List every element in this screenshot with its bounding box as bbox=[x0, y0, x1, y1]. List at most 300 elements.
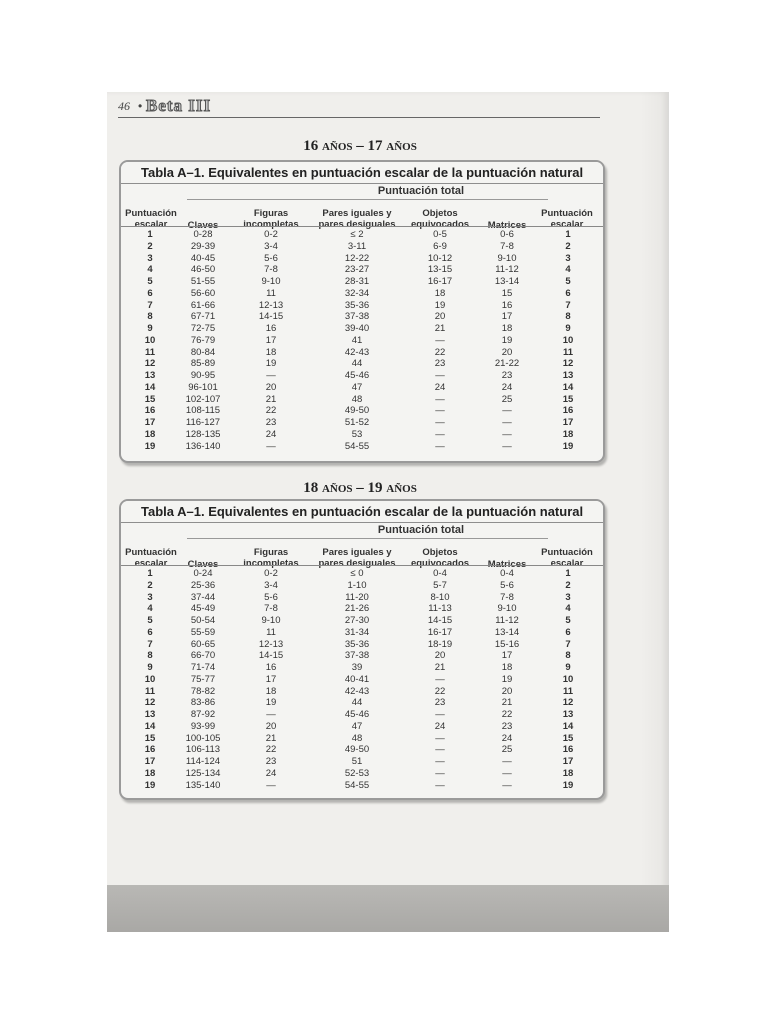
raw-score-cell: 93-99 bbox=[190, 720, 216, 732]
raw-score-cell: 0-2 bbox=[264, 229, 278, 240]
raw-score-cell: 19 bbox=[501, 334, 513, 346]
raw-score-cell: 19 bbox=[265, 358, 277, 370]
table-row bbox=[121, 733, 603, 745]
scaled-score-cell: 11 bbox=[144, 346, 156, 358]
table-title: Tabla A–1. Equivalentes en puntuación escalar de la puntuación natural bbox=[121, 501, 603, 523]
raw-score-cell: 15 bbox=[501, 287, 513, 299]
scaled-score-cell: 3 bbox=[565, 252, 571, 264]
raw-score-cell: 27-30 bbox=[344, 615, 370, 626]
scaled-score-cell: 3 bbox=[147, 252, 153, 264]
raw-score-cell: 83-86 bbox=[190, 697, 216, 709]
raw-score-cell: 12-13 bbox=[258, 638, 284, 650]
raw-score-cell: 16-17 bbox=[427, 276, 453, 287]
raw-score-cell: 12-22 bbox=[344, 252, 370, 264]
column-header: Objetos equivocados bbox=[410, 208, 470, 230]
raw-score-cell: 48 bbox=[351, 393, 363, 405]
raw-score-cell: 10-12 bbox=[427, 252, 453, 264]
raw-score-cell: 125-134 bbox=[185, 767, 221, 779]
raw-score-cell: — bbox=[435, 756, 445, 767]
scaled-score-cell: 17 bbox=[144, 417, 156, 428]
raw-score-cell: 23 bbox=[501, 370, 513, 381]
scaled-score-cell: 7 bbox=[565, 299, 571, 311]
raw-score-cell: — bbox=[435, 417, 445, 428]
scaled-score-cell: 8 bbox=[565, 311, 571, 323]
raw-score-cell: 16-17 bbox=[427, 626, 453, 638]
scaled-score-cell: 2 bbox=[565, 579, 571, 591]
raw-score-cell: — bbox=[435, 744, 445, 756]
raw-score-cell: 23 bbox=[265, 756, 277, 767]
raw-score-cell: 14-15 bbox=[427, 615, 453, 626]
raw-score-cell: 20 bbox=[265, 720, 277, 732]
raw-score-cell: 18 bbox=[501, 323, 513, 334]
raw-score-cell: 13-14 bbox=[494, 276, 520, 287]
scaled-score-cell: 13 bbox=[144, 709, 156, 720]
raw-score-cell: 44 bbox=[351, 697, 363, 709]
raw-score-cell: 45-46 bbox=[344, 370, 370, 381]
raw-score-cell: — bbox=[435, 673, 445, 685]
table-row bbox=[121, 780, 603, 792]
raw-score-cell: 19 bbox=[501, 673, 513, 685]
raw-score-cell: 3-11 bbox=[347, 240, 367, 252]
raw-score-cell: 49-50 bbox=[344, 744, 370, 756]
scaled-score-cell: 6 bbox=[147, 287, 153, 299]
raw-score-cell: 25 bbox=[501, 744, 513, 756]
scaled-score-cell: 14 bbox=[144, 381, 156, 393]
raw-score-cell: 21-22 bbox=[494, 358, 520, 370]
scaled-score-cell: 7 bbox=[565, 638, 571, 650]
age-range-title-16-17 bbox=[118, 138, 602, 155]
raw-score-cell: — bbox=[435, 779, 445, 791]
raw-score-cell: — bbox=[435, 428, 445, 440]
scaled-score-cell: 11 bbox=[562, 685, 574, 697]
scaled-score-cell: 7 bbox=[147, 638, 153, 650]
age-title-word: años bbox=[321, 138, 353, 154]
scaled-score-cell: 6 bbox=[565, 287, 571, 299]
scaled-score-cell: 19 bbox=[562, 779, 574, 791]
raw-score-cell: 31-34 bbox=[344, 626, 370, 638]
scaled-score-cell: 1 bbox=[147, 568, 153, 579]
column-header: Objetos equivocados bbox=[410, 547, 470, 569]
table-row bbox=[121, 370, 603, 382]
raw-score-cell: 56-60 bbox=[190, 287, 216, 299]
table-row bbox=[121, 721, 603, 733]
scaled-score-cell: 13 bbox=[562, 370, 574, 381]
raw-score-cell: 96-101 bbox=[188, 381, 218, 393]
raw-score-cell: 16 bbox=[501, 299, 513, 311]
column-header: Pares iguales y pares desiguales bbox=[318, 547, 396, 569]
raw-score-cell: 22 bbox=[265, 744, 277, 756]
raw-score-cell: 19 bbox=[434, 299, 446, 311]
raw-score-cell: 0-28 bbox=[193, 229, 213, 240]
scaled-score-cell: 12 bbox=[144, 358, 156, 370]
raw-score-cell: ≤ 2 bbox=[350, 229, 364, 240]
scaled-score-cell: 15 bbox=[144, 732, 156, 744]
raw-score-cell: 24 bbox=[265, 428, 277, 440]
raw-score-cell: 3-4 bbox=[264, 579, 278, 591]
scaled-score-cell: 9 bbox=[147, 662, 153, 673]
scaled-score-cell: 8 bbox=[565, 650, 571, 662]
column-header: Puntuación escalar bbox=[125, 208, 177, 230]
raw-score-cell: 45-49 bbox=[190, 603, 216, 615]
scaled-score-cell: 4 bbox=[565, 264, 571, 276]
scaled-score-cell: 17 bbox=[144, 756, 156, 767]
raw-score-cell: 21 bbox=[434, 323, 446, 334]
table-row bbox=[121, 674, 603, 686]
table-row bbox=[121, 382, 603, 394]
scaled-score-cell: 8 bbox=[147, 311, 153, 323]
scaled-score-cell: 6 bbox=[147, 626, 153, 638]
table-row bbox=[121, 288, 603, 300]
age-title-number: – 19 bbox=[356, 480, 383, 496]
raw-score-cell: 20 bbox=[501, 685, 513, 697]
raw-score-cell: — bbox=[502, 756, 512, 767]
scaled-score-cell: 1 bbox=[147, 229, 153, 240]
raw-score-cell: — bbox=[502, 405, 512, 417]
raw-score-cell: 24 bbox=[501, 381, 513, 393]
raw-score-cell: 24 bbox=[434, 720, 446, 732]
raw-score-cell: 20 bbox=[434, 311, 446, 323]
scaled-score-cell: 13 bbox=[144, 370, 156, 381]
table-row bbox=[121, 264, 603, 276]
scaled-score-cell: 19 bbox=[562, 440, 574, 452]
raw-score-cell: — bbox=[266, 709, 276, 720]
score-table-16-17 bbox=[119, 160, 605, 463]
raw-score-cell: — bbox=[435, 405, 445, 417]
raw-score-cell: 44 bbox=[351, 358, 363, 370]
raw-score-cell: 11-13 bbox=[428, 603, 452, 615]
scaled-score-cell: 11 bbox=[144, 685, 156, 697]
table-row bbox=[121, 756, 603, 768]
raw-score-cell: 22 bbox=[434, 346, 446, 358]
raw-score-cell: 116-127 bbox=[185, 417, 221, 428]
scaled-score-cell: 12 bbox=[562, 358, 574, 370]
table-row bbox=[121, 347, 603, 359]
raw-score-cell: 0-4 bbox=[433, 568, 447, 579]
raw-score-cell: — bbox=[266, 370, 276, 381]
table-row bbox=[121, 686, 603, 698]
raw-score-cell: 24 bbox=[265, 767, 277, 779]
raw-score-cell: 23 bbox=[265, 417, 277, 428]
raw-score-cell: 24 bbox=[501, 732, 513, 744]
raw-score-cell: 16 bbox=[265, 662, 277, 673]
raw-score-cell: — bbox=[502, 417, 512, 428]
column-header: Claves bbox=[187, 559, 219, 570]
raw-score-cell: 7-8 bbox=[264, 603, 278, 615]
raw-score-cell: 78-82 bbox=[190, 685, 216, 697]
band-rule bbox=[187, 538, 548, 539]
raw-score-cell: 39 bbox=[351, 662, 363, 673]
table-row bbox=[121, 603, 603, 615]
scaled-score-cell: 17 bbox=[562, 417, 574, 428]
raw-score-cell: 100-105 bbox=[185, 732, 221, 744]
scaled-score-cell: 10 bbox=[144, 334, 156, 346]
table-row bbox=[121, 580, 603, 592]
raw-score-cell: 9-10 bbox=[497, 603, 517, 615]
table-row bbox=[121, 639, 603, 651]
raw-score-cell: 11 bbox=[266, 626, 276, 638]
raw-score-cell: 5-6 bbox=[264, 591, 278, 603]
scaled-score-cell: 9 bbox=[147, 323, 153, 334]
table-row bbox=[121, 358, 603, 370]
raw-score-cell: 9-10 bbox=[261, 615, 281, 626]
raw-score-cell: 114-124 bbox=[185, 756, 221, 767]
table-row bbox=[121, 768, 603, 780]
raw-score-cell: — bbox=[435, 709, 445, 720]
raw-score-cell: 18 bbox=[434, 287, 446, 299]
raw-score-cell: 42-43 bbox=[344, 685, 370, 697]
raw-score-cell: 55-59 bbox=[190, 626, 216, 638]
raw-score-cell: — bbox=[435, 393, 445, 405]
raw-score-cell: 21 bbox=[265, 732, 277, 744]
band-rule bbox=[187, 199, 548, 200]
raw-score-cell: 5-7 bbox=[433, 579, 447, 591]
raw-score-cell: 66-70 bbox=[190, 650, 216, 662]
raw-score-cell: 87-92 bbox=[190, 709, 216, 720]
raw-score-cell: 9-10 bbox=[497, 252, 517, 264]
score-table-18-19 bbox=[119, 499, 605, 800]
raw-score-cell: 21 bbox=[501, 697, 513, 709]
raw-score-cell: 23 bbox=[434, 358, 446, 370]
table-row bbox=[121, 709, 603, 721]
age-title-number: 16 bbox=[303, 138, 319, 154]
scaled-score-cell: 17 bbox=[562, 756, 574, 767]
raw-score-cell: — bbox=[502, 428, 512, 440]
raw-score-cell: 72-75 bbox=[190, 323, 216, 334]
raw-score-cell: 15-16 bbox=[494, 638, 520, 650]
raw-score-cell: 25 bbox=[501, 393, 513, 405]
raw-score-cell: 40-45 bbox=[190, 252, 216, 264]
raw-score-cell: 76-79 bbox=[190, 334, 216, 346]
scaled-score-cell: 8 bbox=[147, 650, 153, 662]
raw-score-cell: 53 bbox=[351, 428, 363, 440]
scaled-score-cell: 1 bbox=[565, 568, 571, 579]
raw-score-cell: 5-6 bbox=[264, 252, 278, 264]
header-bullet: • bbox=[138, 99, 143, 113]
scaled-score-cell: 7 bbox=[147, 299, 153, 311]
scaled-score-cell: 18 bbox=[562, 428, 574, 440]
scaled-score-cell: 16 bbox=[144, 405, 156, 417]
raw-score-cell: — bbox=[502, 440, 512, 452]
age-range-title-18-19 bbox=[118, 480, 602, 497]
table-row bbox=[121, 662, 603, 674]
raw-score-cell: 24 bbox=[434, 381, 446, 393]
raw-score-cell: 128-135 bbox=[185, 428, 221, 440]
page-number: 46 bbox=[118, 99, 130, 113]
raw-score-cell: 75-77 bbox=[190, 673, 216, 685]
column-header: Figuras incompletas bbox=[243, 208, 299, 230]
scaled-score-cell: 2 bbox=[147, 579, 153, 591]
scaled-score-cell: 13 bbox=[562, 709, 574, 720]
table-row bbox=[121, 627, 603, 639]
age-title-word: años bbox=[386, 138, 417, 154]
table-row bbox=[121, 323, 603, 335]
raw-score-cell: 47 bbox=[351, 720, 363, 732]
raw-score-cell: 25-36 bbox=[190, 579, 216, 591]
raw-score-cell: 23 bbox=[434, 697, 446, 709]
raw-score-cell: 0-5 bbox=[433, 229, 447, 240]
header-rule bbox=[121, 226, 603, 227]
table-row bbox=[121, 229, 603, 241]
age-title-word: años bbox=[321, 480, 353, 496]
column-header: Pares iguales y pares desiguales bbox=[318, 208, 396, 230]
column-header: Puntuación escalar bbox=[541, 547, 593, 569]
raw-score-cell: 13-15 bbox=[427, 264, 453, 276]
raw-score-cell: 46-50 bbox=[190, 264, 216, 276]
raw-score-cell: — bbox=[266, 440, 276, 452]
scaled-score-cell: 14 bbox=[562, 381, 574, 393]
raw-score-cell: 17 bbox=[265, 334, 277, 346]
raw-score-cell: 67-71 bbox=[190, 311, 216, 323]
raw-score-cell: 60-65 bbox=[190, 638, 216, 650]
raw-score-cell: 20 bbox=[501, 346, 513, 358]
raw-score-cell: 23-27 bbox=[344, 264, 370, 276]
raw-score-cell: 51-52 bbox=[344, 417, 370, 428]
raw-score-cell: 49-50 bbox=[344, 405, 370, 417]
scaled-score-cell: 18 bbox=[144, 428, 156, 440]
scaled-score-cell: 16 bbox=[144, 744, 156, 756]
scaled-score-cell: 4 bbox=[565, 603, 571, 615]
scaled-score-cell: 18 bbox=[562, 767, 574, 779]
raw-score-cell: 37-38 bbox=[344, 650, 370, 662]
table-row bbox=[121, 650, 603, 662]
raw-score-cell: 20 bbox=[265, 381, 277, 393]
scaled-score-cell: 5 bbox=[147, 276, 153, 287]
table-row bbox=[121, 394, 603, 406]
scaled-score-cell: 5 bbox=[565, 615, 571, 626]
raw-score-cell: 16 bbox=[265, 323, 277, 334]
raw-score-cell: 18-19 bbox=[427, 638, 453, 650]
raw-score-cell: 11-12 bbox=[495, 615, 519, 626]
raw-score-cell: 37-44 bbox=[190, 591, 216, 603]
raw-score-cell: 11-12 bbox=[495, 264, 519, 276]
table-row bbox=[121, 276, 603, 288]
raw-score-cell: 21 bbox=[434, 662, 446, 673]
raw-score-cell: 8-10 bbox=[430, 591, 450, 603]
column-header: Puntuación escalar bbox=[125, 547, 177, 569]
scaled-score-cell: 2 bbox=[147, 240, 153, 252]
page-edge-shadow bbox=[640, 92, 669, 932]
raw-score-cell: 85-89 bbox=[190, 358, 216, 370]
raw-score-cell: 37-38 bbox=[344, 311, 370, 323]
raw-score-cell: 0-24 bbox=[193, 568, 213, 579]
table-row bbox=[121, 405, 603, 417]
header-rule bbox=[118, 117, 600, 118]
table-body bbox=[121, 568, 603, 791]
raw-score-cell: 48 bbox=[351, 732, 363, 744]
raw-score-cell: 0-2 bbox=[264, 568, 278, 579]
raw-score-cell: — bbox=[266, 779, 276, 791]
book-title: Beta III bbox=[146, 96, 212, 115]
age-title-number: 18 bbox=[303, 480, 319, 496]
table-body bbox=[121, 229, 603, 452]
raw-score-cell: 22 bbox=[265, 405, 277, 417]
raw-score-cell: 18 bbox=[265, 346, 277, 358]
scaled-score-cell: 9 bbox=[565, 662, 571, 673]
scaled-score-cell: 2 bbox=[565, 240, 571, 252]
raw-score-cell: 51 bbox=[351, 756, 363, 767]
header-rule bbox=[121, 565, 603, 566]
scaled-score-cell: 19 bbox=[144, 779, 156, 791]
raw-score-cell: 39-40 bbox=[344, 323, 370, 334]
scaled-score-cell: 18 bbox=[144, 767, 156, 779]
raw-score-cell: 14-15 bbox=[258, 311, 284, 323]
scaled-score-cell: 11 bbox=[562, 346, 574, 358]
raw-score-cell: 52-53 bbox=[344, 767, 370, 779]
raw-score-cell: 136-140 bbox=[185, 440, 221, 452]
raw-score-cell: 54-55 bbox=[344, 440, 370, 452]
raw-score-cell: 0-4 bbox=[500, 568, 514, 579]
column-header: Claves bbox=[187, 220, 219, 231]
raw-score-cell: 28-31 bbox=[344, 276, 370, 287]
scaled-score-cell: 12 bbox=[562, 697, 574, 709]
scanner-bottom-edge bbox=[107, 885, 669, 932]
scaled-score-cell: 3 bbox=[565, 591, 571, 603]
scaled-score-cell: 10 bbox=[562, 673, 574, 685]
table-row bbox=[121, 615, 603, 627]
raw-score-cell: 106-113 bbox=[185, 744, 221, 756]
raw-score-cell: 7-8 bbox=[500, 591, 514, 603]
raw-score-cell: 40-41 bbox=[344, 673, 370, 685]
scaled-score-cell: 12 bbox=[144, 697, 156, 709]
table-row bbox=[121, 335, 603, 347]
raw-score-cell: 90-95 bbox=[190, 370, 216, 381]
raw-score-cell: 7-8 bbox=[500, 240, 514, 252]
raw-score-cell: 19 bbox=[265, 697, 277, 709]
raw-score-cell: 35-36 bbox=[344, 638, 370, 650]
scaled-score-cell: 10 bbox=[562, 334, 574, 346]
raw-score-cell: 35-36 bbox=[344, 299, 370, 311]
scaled-score-cell: 15 bbox=[144, 393, 156, 405]
table-row bbox=[121, 592, 603, 604]
raw-score-cell: 14-15 bbox=[258, 650, 284, 662]
table-row bbox=[121, 568, 603, 580]
raw-score-cell: 18 bbox=[501, 662, 513, 673]
raw-score-cell: 17 bbox=[501, 650, 513, 662]
raw-score-cell: 42-43 bbox=[344, 346, 370, 358]
band-label: Puntuación total bbox=[377, 524, 465, 536]
raw-score-cell: ≤ 0 bbox=[350, 568, 364, 579]
table-row bbox=[121, 429, 603, 441]
column-header: Figuras incompletas bbox=[243, 547, 299, 569]
raw-score-cell: 1-10 bbox=[347, 579, 367, 591]
running-header bbox=[118, 96, 600, 117]
scaled-score-cell: 5 bbox=[147, 615, 153, 626]
raw-score-cell: — bbox=[435, 440, 445, 452]
table-row bbox=[121, 744, 603, 756]
table-row bbox=[121, 311, 603, 323]
table-row bbox=[121, 241, 603, 253]
table-title: Tabla A–1. Equivalentes en puntuación escalar de la puntuación natural bbox=[121, 162, 603, 184]
raw-score-cell: 17 bbox=[501, 311, 513, 323]
scaled-score-cell: 9 bbox=[565, 323, 571, 334]
raw-score-cell: 21-26 bbox=[344, 603, 370, 615]
scaled-score-cell: 3 bbox=[147, 591, 153, 603]
raw-score-cell: 80-84 bbox=[190, 346, 216, 358]
scaled-score-cell: 14 bbox=[144, 720, 156, 732]
raw-score-cell: 61-66 bbox=[190, 299, 216, 311]
raw-score-cell: 22 bbox=[434, 685, 446, 697]
raw-score-cell: 41 bbox=[351, 334, 363, 346]
raw-score-cell: 71-74 bbox=[190, 662, 216, 673]
raw-score-cell: 18 bbox=[265, 685, 277, 697]
scaled-score-cell: 16 bbox=[562, 405, 574, 417]
raw-score-cell: — bbox=[502, 779, 512, 791]
scaled-score-cell: 16 bbox=[562, 744, 574, 756]
raw-score-cell: 51-55 bbox=[190, 276, 216, 287]
column-header: Puntuación escalar bbox=[541, 208, 593, 230]
raw-score-cell: 0-6 bbox=[500, 229, 514, 240]
table-row bbox=[121, 697, 603, 709]
